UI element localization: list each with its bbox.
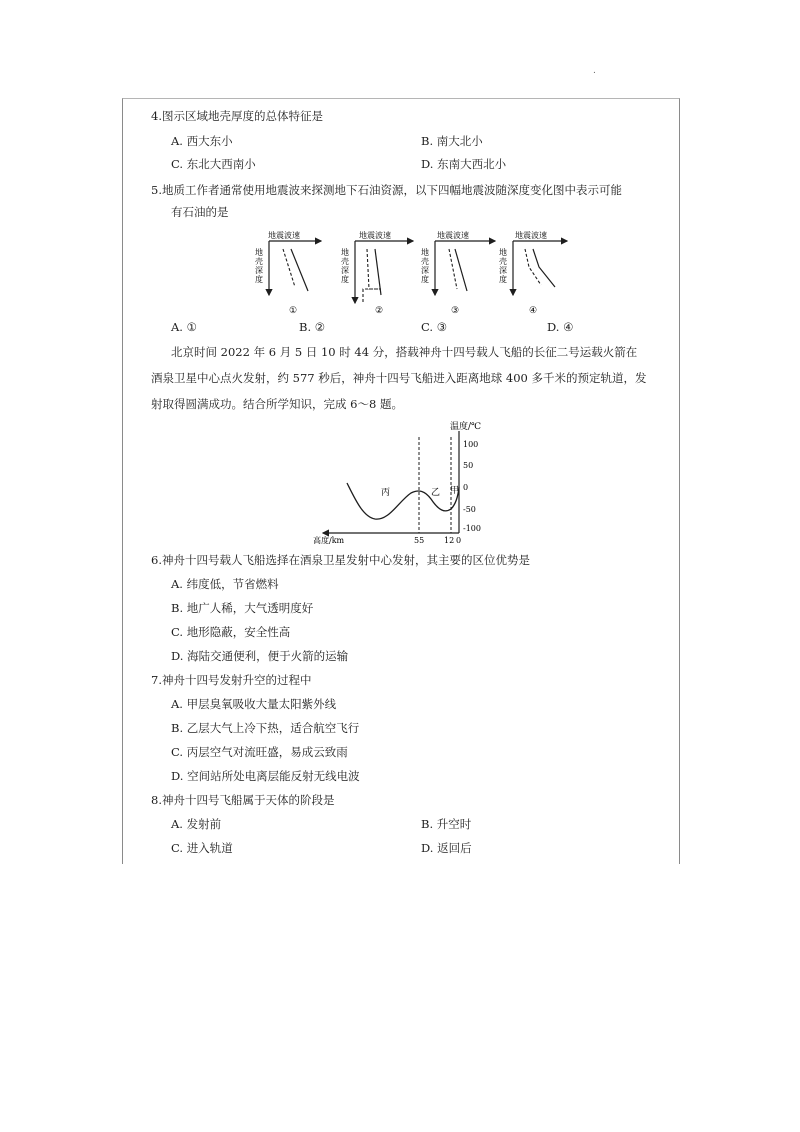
q5-option-c: C. ③ (421, 320, 448, 334)
fig4-axis-side-4: 度 (499, 275, 507, 284)
y-axis-label: 温度/℃ (450, 422, 482, 432)
temperature-curve (347, 483, 459, 519)
q5-stem-line2: 有石油的是 (171, 205, 229, 219)
fig4-label: ④ (529, 306, 538, 316)
q6-option-c: C. 地形隐蔽，安全性高 (171, 625, 291, 639)
q5-stem-line1: 5.地质工作者通常使用地震波来探测地下石油资源，以下四幅地震波随深度变化图中表示可能 (151, 183, 622, 197)
fig2-axis-side-3: 深 (341, 266, 349, 275)
q7-stem: 7.神舟十四号发射升空的过程中 (151, 673, 312, 687)
fig1-axis-side-4: 度 (255, 275, 263, 284)
fig1-axis-top: 地震波速 (268, 231, 300, 240)
fig4-axis-side-1: 地 (499, 248, 507, 257)
x-tick-12: 12 (444, 536, 455, 545)
y-tick-50: 50 (463, 461, 474, 470)
fig4-axis-side-3: 深 (499, 266, 507, 275)
q8-option-d: D. 返回后 (421, 841, 472, 855)
fig3-axis-side-3: 深 (421, 266, 429, 275)
fig4-axis-side-2: 壳 (499, 257, 507, 266)
q6-option-d: D. 海陆交通便利，便于火箭的运输 (171, 649, 349, 663)
q4-option-a: A. 西大东小 (171, 134, 233, 148)
fig2-axis-side-4: 度 (341, 275, 349, 284)
q7-option-b: B. 乙层大气上冷下热，适合航空飞行 (171, 721, 360, 735)
fig1-p-wave (291, 249, 308, 291)
seismic-figure-4 (499, 230, 567, 316)
fig3-p-wave (455, 249, 467, 291)
q4-option-c: C. 东北大西南小 (171, 157, 256, 171)
q4-option-b: B. 南大北小 (421, 134, 483, 148)
fig3-axis-side-2: 壳 (421, 257, 429, 266)
y-tick-0: 0 (463, 483, 469, 492)
fig2-p-wave (375, 249, 381, 295)
q6-stem: 6.神舟十四号载人飞船选择在酒泉卫星发射中心发射，其主要的区位优势是 (151, 553, 530, 567)
q8-option-b: B. 升空时 (421, 817, 472, 831)
fig4-p-wave (533, 249, 555, 287)
fig3-s-wave (449, 249, 457, 289)
y-tick-neg50: -50 (463, 505, 476, 514)
fig1-axis-side-2: 壳 (255, 257, 263, 266)
x-axis-label: 高度/km (313, 536, 345, 545)
corner-mark: . (593, 66, 596, 76)
fig3-axis-side-1: 地 (421, 248, 429, 257)
fig3-axis-top: 地震波速 (437, 231, 469, 240)
q8-option-c: C. 进入轨道 (171, 841, 233, 855)
exam-page (122, 98, 680, 864)
y-tick-100: 100 (463, 440, 479, 449)
atmosphere-temperature-chart (311, 417, 501, 545)
fig2-axis-side-2: 壳 (341, 257, 349, 266)
fig2-label: ② (375, 306, 384, 316)
seismic-figure-2 (341, 230, 413, 316)
x-tick-0: 0 (456, 536, 462, 545)
q7-option-c: C. 丙层空气对流旺盛，易成云致雨 (171, 745, 348, 759)
layer-label-bing: 丙 (381, 488, 391, 498)
fig2-axis-side-1: 地 (341, 248, 349, 257)
q8-stem: 8.神舟十四号飞船属于天体的阶段是 (151, 793, 335, 807)
passage-line3: 射取得圆满成功。结合所学知识，完成 6～8 题。 (151, 397, 403, 411)
q5-option-b: B. ② (299, 320, 326, 334)
fig3-axis-side-4: 度 (421, 275, 429, 284)
y-tick-neg100: -100 (463, 524, 481, 533)
q6-option-a: A. 纬度低，节省燃料 (171, 577, 279, 591)
fig3-label: ③ (451, 306, 460, 316)
q4-option-d: D. 东南大西北小 (421, 157, 507, 171)
q7-option-d: D. 空间站所处电离层能反射无线电波 (171, 769, 360, 783)
fig1-axis-side-1: 地 (255, 248, 263, 257)
layer-label-jia: 甲 (450, 486, 460, 496)
q8-option-a: A. 发射前 (171, 817, 222, 831)
fig2-axis-top: 地震波速 (359, 231, 391, 240)
q4-stem: 4.图示区域地壳厚度的总体特征是 (151, 109, 323, 123)
passage-line1: 北京时间 2022 年 6 月 5 日 10 时 44 分，搭载神舟十四号载人飞船的长征二号运载火箭在 (171, 345, 638, 359)
q5-option-a: A. ① (171, 320, 197, 334)
seismic-figure-1 (255, 230, 321, 316)
passage-line2: 酒泉卫星中心点火发射，约 577 秒后，神舟十四号飞船进入距离地球 400 多千米的预定轨道，发 (151, 371, 647, 385)
x-tick-55: 55 (414, 536, 425, 545)
fig1-axis-side-3: 深 (255, 266, 263, 275)
seismic-figure-3 (421, 230, 495, 316)
fig4-axis-top: 地震波速 (515, 231, 547, 240)
q6-option-b: B. 地广人稀，大气透明度好 (171, 601, 314, 615)
fig1-label: ① (289, 306, 298, 316)
q5-option-d: D. ④ (547, 320, 574, 334)
q7-option-a: A. 甲层臭氧吸收大量太阳紫外线 (171, 697, 337, 711)
seismic-wave-figures (123, 99, 679, 329)
layer-label-yi: 乙 (431, 488, 441, 498)
